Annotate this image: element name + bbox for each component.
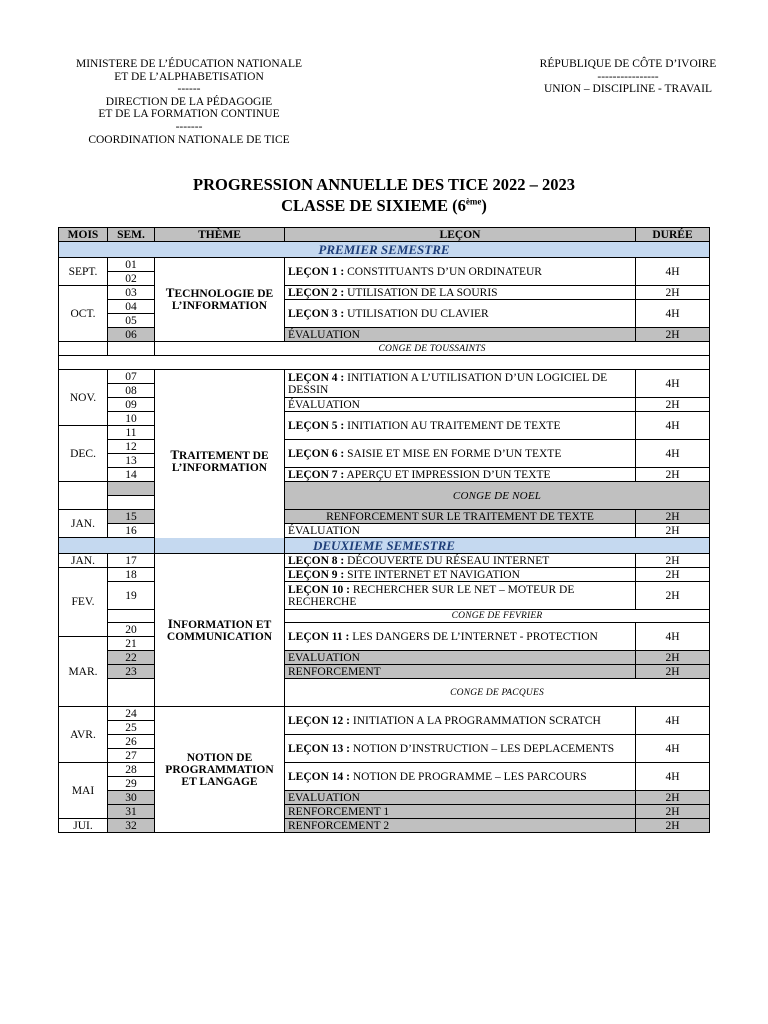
conge-label: CONGE DE NOEL — [285, 482, 710, 510]
semester-row — [59, 538, 710, 554]
duration-cell: 2H — [636, 582, 710, 610]
spacer-row — [59, 356, 710, 370]
week-cell: 17 — [108, 554, 155, 568]
document-title: PROGRESSION ANNUELLE DES TICE 2022 – 2023 — [192, 175, 576, 194]
header-line: MINISTERE DE L’ÉDUCATION NATIONALE — [75, 58, 303, 70]
lesson-cell: LEÇON 10 : RECHERCHER SUR LE NET – MOTEUR DE RECHERCHE — [285, 582, 636, 610]
document-subtitle — [0, 196, 768, 216]
subtitle-end: ) — [481, 196, 487, 215]
duration-cell: 4H — [636, 412, 710, 440]
week-cell: 10 — [108, 412, 155, 426]
duration-cell: 4H — [636, 735, 710, 763]
duration-cell: 2H — [636, 651, 710, 665]
lesson-cell: LEÇON 12 : INITIATION A LA PROGRAMMATION SCRATCH — [285, 707, 636, 735]
progression-table — [58, 227, 710, 833]
week-cell: 03 — [108, 286, 155, 300]
conge-label: CONGE DE PACQUES — [285, 679, 710, 707]
lesson-cell: LEÇON 14 : NOTION DE PROGRAMME – LES PARCOURS — [285, 763, 636, 791]
lesson-cell: ÉVALUATION — [285, 398, 636, 412]
duration-cell: 2H — [636, 510, 710, 524]
duration-cell: 4H — [636, 300, 710, 328]
lesson-cell: EVALUATION — [285, 651, 636, 665]
header-mois: MOIS — [59, 228, 108, 242]
duration-cell: 2H — [636, 805, 710, 819]
week-cell: 02 — [108, 272, 155, 286]
week-cell: 31 — [108, 805, 155, 819]
duration-cell: 4H — [636, 623, 710, 651]
week-cell: 14 — [108, 468, 155, 482]
theme-cell: TRAITEMENT DE L’INFORMATION — [155, 370, 285, 554]
week-cell: 23 — [108, 665, 155, 679]
duration-cell: 2H — [636, 468, 710, 482]
table-header-row — [59, 228, 710, 242]
header-line: ------ — [177, 83, 201, 96]
week-cell: 16 — [108, 524, 155, 538]
month-cell: MAR. — [59, 637, 108, 707]
lesson-cell: LEÇON 7 : APERÇU ET IMPRESSION D’UN TEXTE — [285, 468, 636, 482]
theme-cell: TECHNOLOGIE DE L’INFORMATION — [155, 258, 285, 342]
lesson-cell: RENFORCEMENT 2 — [285, 819, 636, 833]
week-cell: 27 — [108, 749, 155, 763]
week-cell: 15 — [108, 510, 155, 524]
duration-cell: 2H — [636, 568, 710, 582]
lesson-cell: RENFORCEMENT — [285, 665, 636, 679]
duration-cell: 4H — [636, 440, 710, 468]
header-line: DIRECTION DE LA PÉDAGOGIE — [105, 95, 273, 108]
week-cell: 25 — [108, 721, 155, 735]
header-line: ET DE LA FORMATION CONTINUE — [98, 108, 280, 121]
week-cell: 29 — [108, 777, 155, 791]
week-cell: 21 — [108, 637, 155, 651]
lesson-cell: LEÇON 3 : UTILISATION DU CLAVIER — [285, 300, 636, 328]
duration-cell: 2H — [636, 819, 710, 833]
lesson-cell: LEÇON 13 : NOTION D’INSTRUCTION – LES DEPLACEMENTS — [285, 735, 636, 763]
lesson-cell: LEÇON 2 : UTILISATION DE LA SOURIS — [285, 286, 636, 300]
header-theme: THÈME — [155, 228, 285, 242]
header-line: COORDINATION NATIONALE DE TICE — [88, 133, 290, 146]
header-line: ------- — [175, 120, 203, 133]
header-line: RÉPUBLIQUE DE CÔTE D’IVOIRE — [539, 58, 717, 70]
duration-cell: 2H — [636, 665, 710, 679]
table-row — [59, 554, 710, 568]
month-cell: NOV. — [59, 370, 108, 426]
lesson-cell: LEÇON 5 : INITIATION AU TRAITEMENT DE TEXTE — [285, 412, 636, 440]
week-cell: 32 — [108, 819, 155, 833]
week-cell: 24 — [108, 707, 155, 721]
week-cell: 11 — [108, 426, 155, 440]
lesson-cell: LEÇON 8 : DÉCOUVERTE DU RÉSEAU INTERNET — [285, 554, 636, 568]
duration-cell: 4H — [636, 370, 710, 398]
theme-cell: INFORMATION ET COMMUNICATION — [155, 554, 285, 707]
week-cell: 12 — [108, 440, 155, 454]
semester-label: DEUXIEME SEMESTRE — [59, 538, 710, 554]
month-cell: AVR. — [59, 707, 108, 763]
week-cell: 01 — [108, 258, 155, 272]
lesson-cell: LEÇON 4 : INITIATION A L’UTILISATION D’UN LOGICIEL DE DESSIN — [285, 370, 636, 398]
conge-label: CONGE DE FEVRIER — [285, 610, 710, 623]
week-cell: 26 — [108, 735, 155, 749]
month-cell: JUI. — [59, 819, 108, 833]
header-line: UNION – DISCIPLINE - TRAVAIL — [543, 83, 713, 96]
week-cell: 13 — [108, 454, 155, 468]
table-row — [59, 370, 710, 384]
header-line: ET DE L’ALPHABETISATION — [114, 70, 264, 83]
republic-header — [508, 58, 748, 96]
lesson-cell: LEÇON 11 : LES DANGERS DE L’INTERNET - PROTECTION — [285, 623, 636, 651]
duration-cell: 2H — [636, 398, 710, 412]
month-cell: FEV. — [59, 568, 108, 637]
lesson-cell: LEÇON 9 : SITE INTERNET ET NAVIGATION — [285, 568, 636, 582]
header-line: ---------------- — [597, 70, 659, 83]
lesson-cell: ÉVALUATION — [285, 524, 636, 538]
week-cell: 20 — [108, 623, 155, 637]
month-cell: DEC. — [59, 426, 108, 482]
duration-cell: 2H — [636, 328, 710, 342]
week-cell: 19 — [108, 582, 155, 610]
duration-cell: 2H — [636, 791, 710, 805]
duration-cell: 2H — [636, 286, 710, 300]
lesson-cell: ÉVALUATION — [285, 328, 636, 342]
lesson-cell: EVALUATION — [285, 791, 636, 805]
lesson-cell: LEÇON 6 : SAISIE ET MISE EN FORME D’UN TEXTE — [285, 440, 636, 468]
table-row — [59, 258, 710, 272]
duration-cell: 4H — [636, 707, 710, 735]
week-cell: 05 — [108, 314, 155, 328]
lesson-cell: RENFORCEMENT SUR LE TRAITEMENT DE TEXTE — [285, 510, 636, 524]
duration-cell: 4H — [636, 763, 710, 791]
subtitle-superscript: ème — [465, 196, 482, 207]
month-cell: JAN. — [59, 510, 108, 538]
semester-label: PREMIER SEMESTRE — [59, 242, 710, 258]
subtitle-text: CLASSE DE SIXIEME (6 — [281, 196, 466, 215]
lesson-cell: LEÇON 1 : CONSTITUANTS D’UN ORDINATEUR — [285, 258, 636, 286]
conge-row — [59, 342, 710, 356]
duration-cell: 4H — [636, 258, 710, 286]
header-sem: SEM. — [108, 228, 155, 242]
week-cell: 22 — [108, 651, 155, 665]
duration-cell: 2H — [636, 554, 710, 568]
semester-row — [59, 242, 710, 258]
week-cell: 04 — [108, 300, 155, 314]
month-cell: OCT. — [59, 286, 108, 342]
week-cell: 18 — [108, 568, 155, 582]
month-cell: SEPT. — [59, 258, 108, 286]
week-cell: 09 — [108, 398, 155, 412]
table-row — [59, 707, 710, 721]
week-cell: 06 — [108, 328, 155, 342]
week-cell: 28 — [108, 763, 155, 777]
ministry-header — [60, 58, 318, 146]
header-lecon: LEÇON — [285, 228, 636, 242]
week-cell: 07 — [108, 370, 155, 384]
month-cell: MAI — [59, 763, 108, 819]
header-duree: DURÉE — [636, 228, 710, 242]
conge-label: CONGE DE TOUSSAINTS — [155, 342, 710, 356]
month-cell: JAN. — [59, 554, 108, 568]
theme-cell: NOTION DE PROGRAMMATION ET LANGAGE — [155, 707, 285, 833]
duration-cell: 2H — [636, 524, 710, 538]
week-cell: 08 — [108, 384, 155, 398]
week-cell: 30 — [108, 791, 155, 805]
lesson-cell: RENFORCEMENT 1 — [285, 805, 636, 819]
